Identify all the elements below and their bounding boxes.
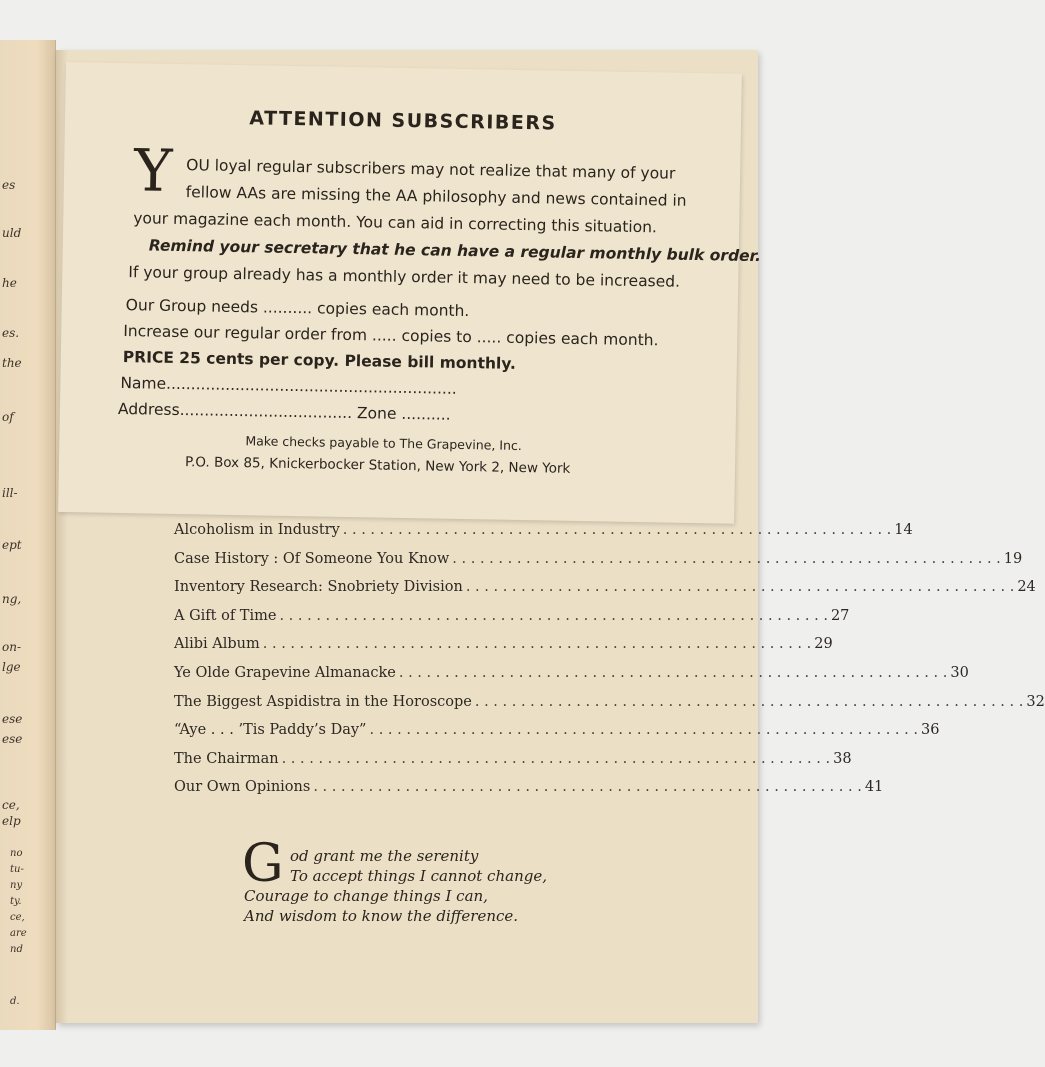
prayer-line: And wisdom to know the difference. — [244, 907, 519, 925]
subscriber-insert-card — [58, 62, 762, 524]
contents-leader-dots: . . . . . . . . . . . . . . . . . . . . . . . . . . . . . . . . . . . . . . . . . . . . . . . . . . . . . . . . . . . . — [452, 550, 1001, 567]
left-page-fragment: lge — [2, 660, 21, 674]
left-page-fragment: nd — [10, 944, 23, 955]
contents-row — [174, 693, 1045, 714]
left-page-fragment: ny — [10, 880, 23, 891]
contents-row — [174, 779, 884, 799]
contents-title: The Biggest Aspidistra in the Horoscope — [174, 693, 472, 710]
contents-page-number: 38 — [833, 750, 852, 767]
contents-title: Our Own Opinions — [174, 779, 311, 796]
payable-line: Make checks payable to The Grapevine, Inc. — [245, 433, 522, 454]
name-field-line: Name........................................................... — [120, 373, 457, 398]
contents-leader-dots: . . . . . . . . . . . . . . . . . . . . . . . . . . . . . . . . . . . . . . . . . . . . . . . . . . . . . . . . . . . . — [262, 636, 812, 653]
contents-title: “Aye . . . ’Tis Paddy’s Day” — [174, 722, 367, 739]
contents-leader-dots: . . . . . . . . . . . . . . . . . . . . . . . . . . . . . . . . . . . . . . . . . . . . . . . . . . . . . . . . . . . . — [369, 722, 918, 739]
left-page-fragment: of — [2, 410, 14, 424]
contents-title: A Gift of Time — [174, 607, 277, 624]
card-line: Remind your secretary that he can have a regular monthly bulk order. — [148, 236, 762, 266]
contents-row — [174, 550, 1023, 571]
contents-page-number: 36 — [920, 722, 940, 739]
left-page-fragment: ce, — [2, 798, 20, 812]
card-title: ATTENTION SUBSCRIBERS — [249, 107, 557, 135]
card-line: your magazine each month. You can aid in correcting this situation. — [133, 209, 658, 237]
contents-leader-dots: . . . . . . . . . . . . . . . . . . . . . . . . . . . . . . . . . . . . . . . . . . . . . . . . . . . . . . . . . . . . — [474, 693, 1024, 710]
left-page-fragment: es — [2, 178, 16, 192]
left-page-fragment: ng, — [2, 592, 22, 606]
contents-page-number: 29 — [814, 636, 833, 653]
contents-page-number: 24 — [1017, 579, 1036, 596]
contents-row — [174, 665, 969, 685]
contents-leader-dots: . . . . . . . . . . . . . . . . . . . . . . . . . . . . . . . . . . . . . . . . . . . . . . . . . . . . . . . . . . . . — [281, 750, 831, 767]
contents-row — [174, 636, 833, 656]
contents-title: Alibi Album — [174, 636, 260, 653]
left-page-fragment: he — [2, 276, 17, 290]
left-page-fragment: ill- — [2, 486, 18, 500]
contents-page-number: 32 — [1026, 693, 1045, 710]
left-page-fragment: the — [2, 356, 22, 370]
prayer-line: To accept things I cannot change, — [290, 867, 547, 885]
left-page-fragment: d. — [10, 996, 20, 1007]
left-page-fragment: uld — [2, 226, 22, 240]
contents-title: Inventory Research: Snobriety Division — [174, 579, 463, 596]
left-page-fragment: no — [10, 848, 23, 859]
left-page-fragment: on- — [2, 640, 22, 654]
contents-title: Alcoholism in Industry — [174, 522, 340, 538]
contents-page-number: 27 — [830, 607, 850, 624]
contents-row — [174, 607, 850, 628]
contents-leader-dots: . . . . . . . . . . . . . . . . . . . . . . . . . . . . . . . . . . . . . . . . . . . . . . . . . . . . . . . . . . . . — [465, 579, 1015, 596]
contents-leader-dots: . . . . . . . . . . . . . . . . . . . . . . . . . . . . . . . . . . . . . . . . . . . . . . . . . . . . . . . . . . . . — [279, 607, 828, 624]
contents-leader-dots: . . . . . . . . . . . . . . . . . . . . . . . . . . . . . . . . . . . . . . . . . . . . . . . . . . . . . . . . . . . . — [398, 665, 948, 681]
left-page-fragment: ty. — [10, 896, 22, 907]
prayer-drop-cap: G — [242, 834, 284, 894]
contents-title: The Chairman — [174, 750, 279, 767]
contents-title: Case History : Of Someone You Know — [174, 550, 450, 567]
left-page-fragment: tu- — [10, 864, 24, 875]
contents-page-number: 19 — [1003, 550, 1023, 567]
contents-page-number: 14 — [894, 522, 913, 538]
contents-leader-dots: . . . . . . . . . . . . . . . . . . . . . . . . . . . . . . . . . . . . . . . . . . . . . . . . . . . . . . . . . . . . — [342, 522, 892, 538]
contents-row — [174, 579, 1036, 599]
card-line: fellow AAs are missing the AA philosophy and news contained in — [185, 183, 687, 210]
contents-page-number: 30 — [950, 665, 969, 681]
contents-page-number: 41 — [864, 779, 884, 796]
left-page-fragment: ese — [2, 712, 23, 726]
address-field-line: Address................................... Zone .......... — [117, 399, 451, 424]
prayer-line: Courage to change things I can, — [244, 887, 488, 905]
left-page-fragment: ce, — [10, 912, 25, 923]
left-page-fragment: ese — [2, 732, 23, 746]
order-increase-line: Increase our regular order from ..... copies to ..... copies each month. — [123, 322, 659, 350]
address-line: P.O. Box 85, Knickerbocker Station, New York 2, New York — [184, 454, 571, 477]
card-line: If your group already has a monthly order it may need to be increased. — [128, 263, 681, 291]
left-page-fragment: ept — [2, 538, 22, 552]
card-drop-cap: Y — [133, 136, 174, 205]
contents-row — [174, 722, 940, 742]
card-line: OU loyal regular subscribers may not realize that many of your — [186, 156, 676, 183]
contents-title: Ye Olde Grapevine Almanacke — [174, 665, 396, 681]
order-needs-line: Our Group needs .......... copies each month. — [125, 296, 470, 321]
left-page-fragment: are — [10, 928, 27, 939]
price-line: PRICE 25 cents per copy. Please bill monthly. — [122, 348, 517, 373]
contents-leader-dots: . . . . . . . . . . . . . . . . . . . . . . . . . . . . . . . . . . . . . . . . . . . . . . . . . . . . . . . . . . . . — [313, 779, 862, 796]
left-page-fragment: es. — [2, 326, 20, 340]
left-page-fragment: elp — [2, 814, 21, 828]
contents-row — [174, 522, 913, 542]
contents-row — [174, 750, 852, 771]
prayer-line: od grant me the serenity — [290, 847, 479, 865]
